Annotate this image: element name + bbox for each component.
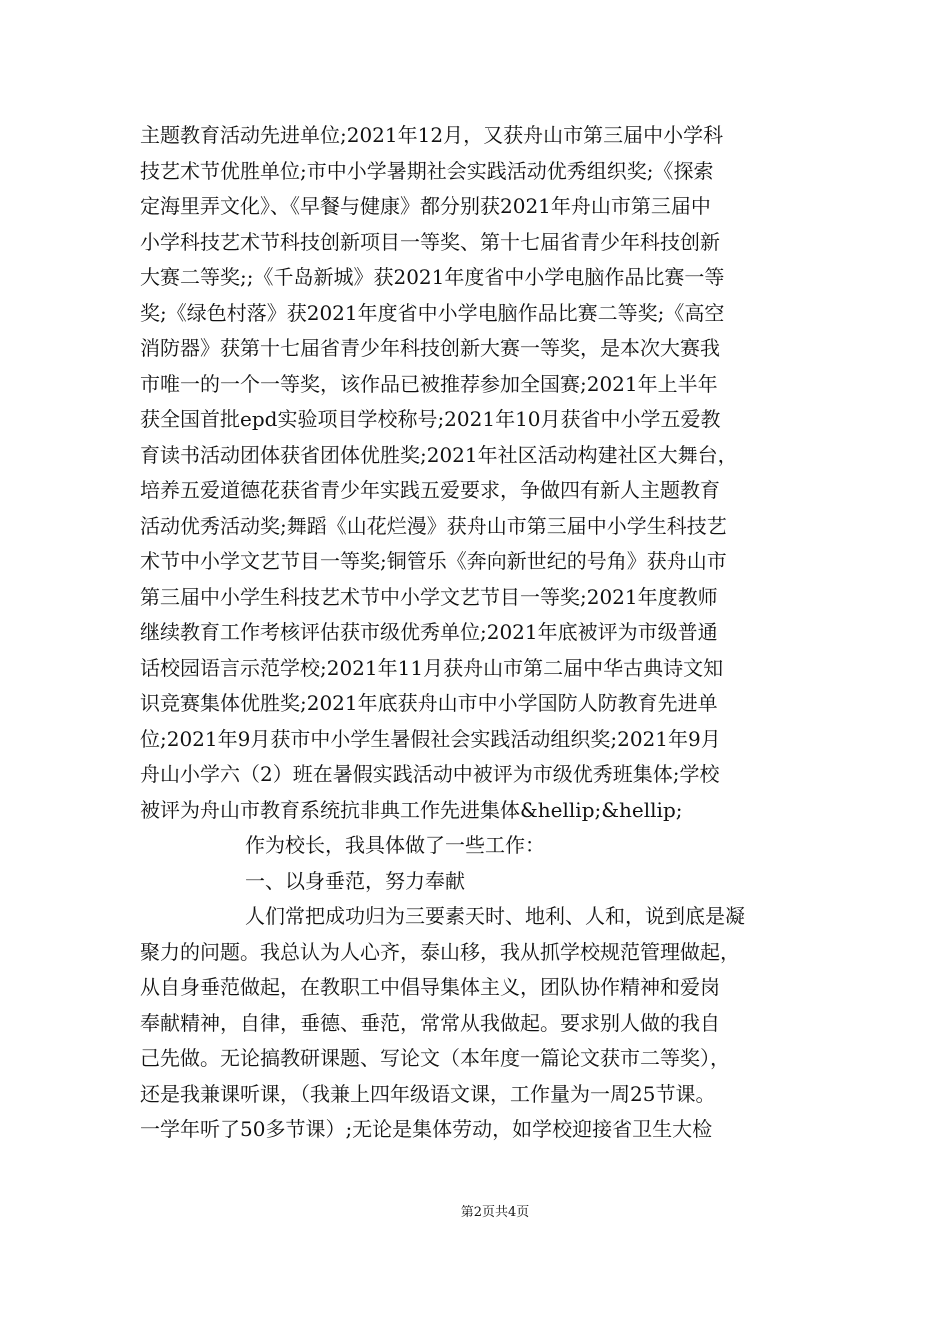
text-line: 话校园语言示范学校;2021年11月获舟山市第二届中华古典诗文知 <box>140 655 724 680</box>
paragraph-first-line: 人们常把成功归为三要素天时、地利、人和，说到底是凝 <box>245 904 745 928</box>
text-line: 一学年听了50多节课）;无论是集体劳动，如学校迎接省卫生大检 <box>140 1117 713 1141</box>
page-number: 第2页共4页 <box>460 1205 530 1220</box>
intro-line: 作为校长，我具体做了一些工作： <box>245 833 545 857</box>
text-line: 被评为舟山市教育系统抗非典工作先进集体&hellip;&hellip; <box>140 797 683 822</box>
text-line: 主题教育活动先进单位;2021年12月，又获舟山市第三届中小学科 <box>140 123 724 147</box>
text-line: 大赛二等奖;;《千岛新城》获2021年度省中小学电脑作品比赛一等 <box>140 265 725 289</box>
text-line: 识竞赛集体优胜奖;2021年底获舟山市中小学国防人防教育先进单 <box>140 691 718 715</box>
text-line: 消防器》获第十七届省青少年科技创新大赛一等奖，是本次大赛我 <box>140 336 720 360</box>
text-line: 位;2021年9月获市中小学生暑假社会实践活动组织奖;2021年9月 <box>140 726 721 751</box>
text-line: 第三届中小学生科技艺术节中小学文艺节目一等奖;2021年度教师 <box>140 584 718 609</box>
text-line: 继续教育工作考核评估获市级优秀单位;2021年底被评为市级普通 <box>140 620 718 644</box>
text-line: 奖;《绿色村落》获2021年度省中小学电脑作品比赛二等奖;《高空 <box>140 300 725 325</box>
text-line: 获全国首批epd实验项目学校称号;2021年10月获省中小学五爱教 <box>140 407 721 431</box>
text-line: 还是我兼课听课，（我兼上四年级语文课，工作量为一周25节课。 <box>140 1081 716 1106</box>
text-line: 市唯一的一个一等奖，该作品已被推荐参加全国赛;2021年上半年 <box>140 371 718 396</box>
text-line: 活动优秀活动奖;舞蹈《山花烂漫》获舟山市第三届中小学生科技艺 <box>140 513 727 538</box>
text-line: 己先做。无论搞教研课题、写论文（本年度一篇论文获市二等奖）， <box>140 1046 730 1070</box>
text-line: 培养五爱道德花获省青少年实践五爱要求，争做四有新人主题教育 <box>140 478 720 502</box>
section-heading: 一、以身垂范，努力奉献 <box>245 868 465 893</box>
text-line: 技艺术节优胜单位;市中小学暑期社会实践活动优秀组织奖;《探索 <box>140 158 714 183</box>
text-line: 术节中小学文艺节目一等奖;铜管乐《奔向新世纪的号角》获舟山市 <box>140 549 727 573</box>
text-line: 定海里弄文化》、《早餐与健康》都分别获2021年舟山市第三届中 <box>140 194 711 218</box>
text-line: 从自身垂范做起，在教职工中倡导集体主义，团队协作精神和爱岗 <box>140 975 720 999</box>
text-line: 奉献精神，自律，垂德、垂范，常常从我做起。要求别人做的我自 <box>140 1010 720 1035</box>
text-line: 舟山小学六（2）班在暑假实践活动中被评为市级优秀班集体;学校 <box>140 762 720 786</box>
text-line: 聚力的问题。我总认为人心齐，泰山移，我从抓学校规范管理做起， <box>140 939 740 964</box>
text-line: 育读书活动团体获省团体优胜奖;2021年社区活动构建社区大舞台， <box>140 442 738 467</box>
body-text <box>140 118 820 1148</box>
text-line: 小学科技艺术节科技创新项目一等奖、第十七届省青少年科技创新 <box>140 229 720 254</box>
